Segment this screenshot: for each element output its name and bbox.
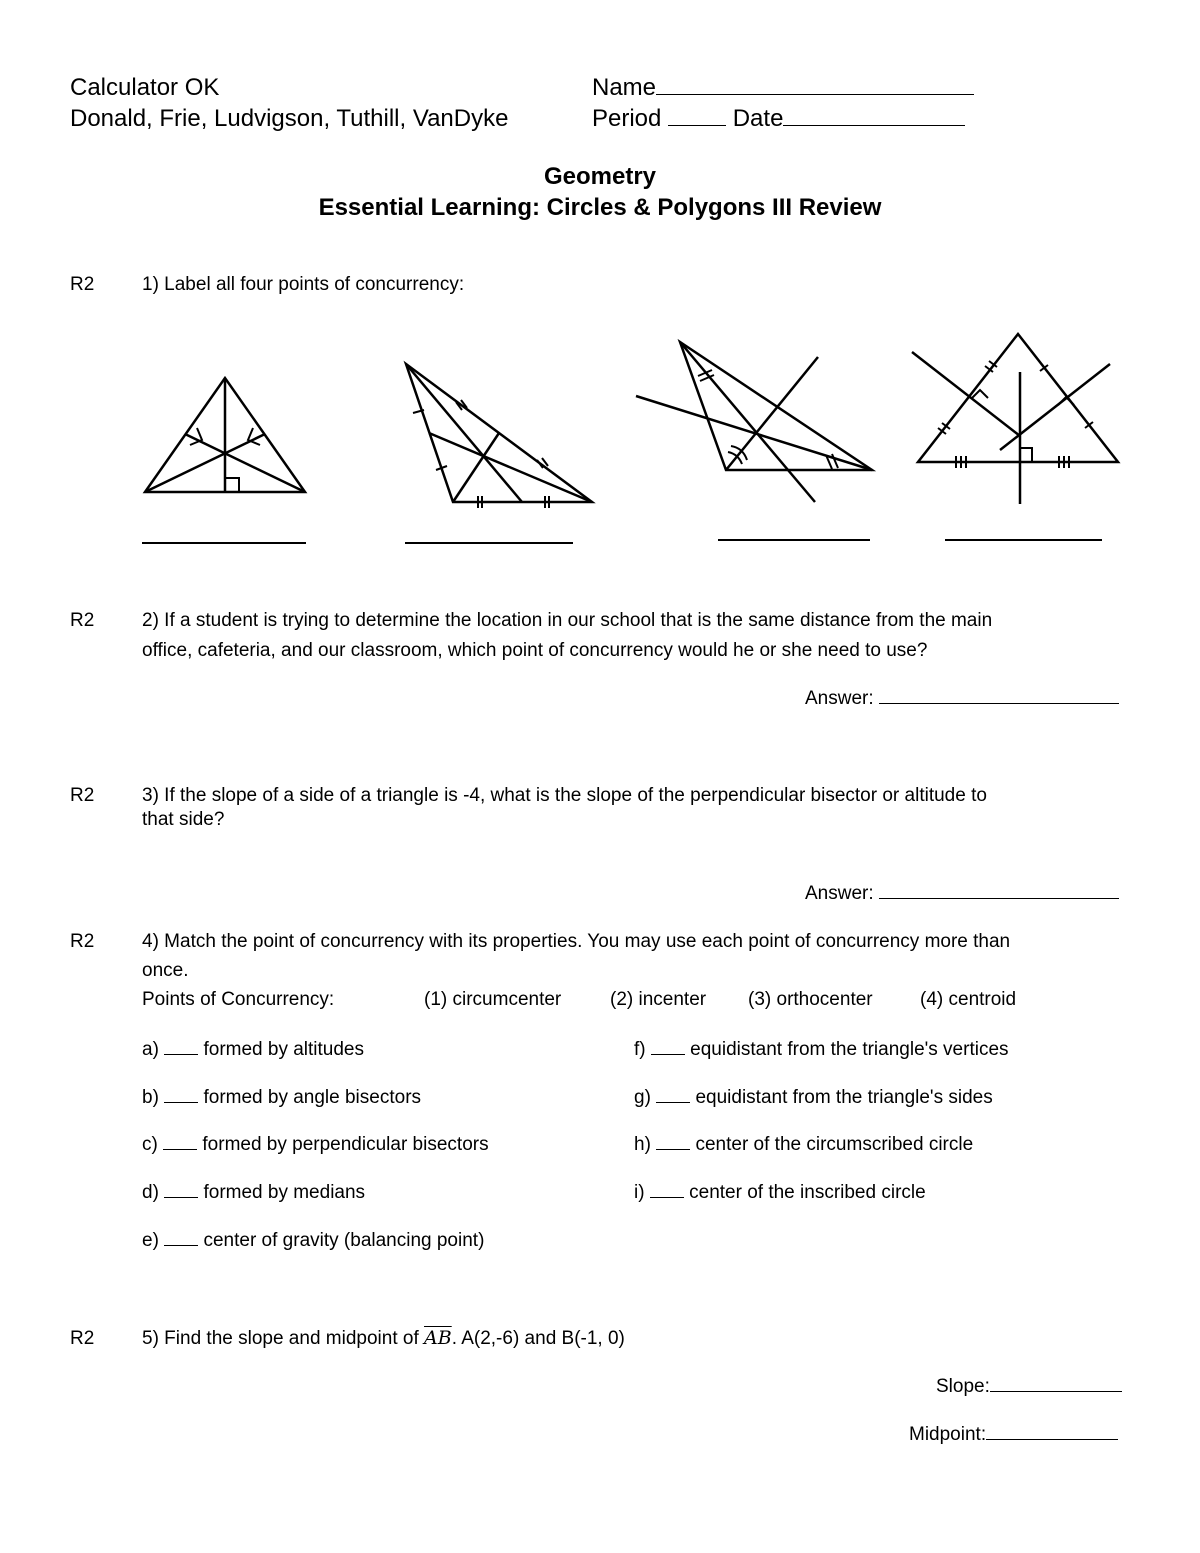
q3-line2: that side?: [142, 809, 225, 830]
item-letter: a): [142, 1039, 159, 1060]
match-blank-b[interactable]: [164, 1101, 198, 1103]
item-letter: e): [142, 1230, 159, 1251]
slope-label: Slope:: [936, 1376, 990, 1397]
q3-answer-blank[interactable]: [879, 897, 1119, 899]
figure-centroid-triangle: [406, 364, 592, 508]
q3-line1: 3) If the slope of a side of a triangle is -4, what is the slope of the perpendicular bisector or altitude to: [142, 785, 987, 806]
match-item-b: [142, 1083, 421, 1112]
item-letter: i): [634, 1182, 645, 1203]
figure-incenter-triangle: [636, 342, 872, 502]
authors: Donald, Frie, Ludvigson, Tuthill, VanDyke: [70, 105, 509, 132]
match-blank-f[interactable]: [651, 1053, 685, 1055]
q5-prefix: 5) Find the slope and midpoint of: [142, 1328, 425, 1349]
concurrency-figures: [0, 0, 1200, 560]
q3-code: R2: [70, 785, 95, 806]
item-letter: f): [634, 1039, 646, 1060]
label-blank-4[interactable]: [945, 539, 1102, 541]
item-text: equidistant from the triangle's vertices: [690, 1039, 1009, 1060]
period-label: Period: [592, 105, 662, 132]
midpoint-blank[interactable]: [986, 1438, 1118, 1440]
item-text: formed by altitudes: [203, 1039, 364, 1060]
label-blank-1[interactable]: [142, 542, 306, 544]
calculator-note: Calculator OK: [70, 74, 220, 101]
q1-code: R2: [70, 274, 95, 295]
match-blank-g[interactable]: [656, 1101, 690, 1103]
q1-text: 1) Label all four points of concurrency:: [142, 274, 465, 295]
figure-orthocenter-triangle: [145, 378, 305, 492]
midpoint-label: Midpoint:: [909, 1424, 987, 1445]
item-letter: c): [142, 1134, 158, 1155]
q2-answer-blank[interactable]: [879, 702, 1119, 704]
q4-line2: once.: [142, 960, 189, 981]
item-letter: d): [142, 1182, 159, 1203]
match-blank-d[interactable]: [164, 1196, 198, 1198]
match-blank-c[interactable]: [163, 1148, 197, 1150]
q5-text: [142, 1324, 625, 1353]
match-item-e: [142, 1226, 484, 1255]
option-centroid: (4) centroid: [920, 989, 1017, 1010]
midpoint-answer: [909, 1420, 1118, 1449]
item-text: equidistant from the triangle's sides: [695, 1087, 993, 1108]
match-item-f: [634, 1035, 1009, 1064]
q2-line2: office, cafeteria, and our classroom, which point of concurrency would he or she need to use?: [142, 640, 928, 661]
option-circumcenter: (1) circumcenter: [424, 989, 562, 1010]
item-letter: g): [634, 1087, 651, 1108]
q5-code: R2: [70, 1328, 95, 1349]
q4-code: R2: [70, 931, 95, 952]
item-text: center of the inscribed circle: [689, 1182, 926, 1203]
q2-answer-label: Answer:: [805, 688, 874, 709]
date-label: Date: [732, 105, 784, 132]
match-blank-i[interactable]: [650, 1196, 684, 1198]
match-blank-h[interactable]: [656, 1148, 690, 1150]
page-title: Essential Learning: Circles & Polygons III Review: [318, 194, 882, 221]
slope-answer: [936, 1372, 1122, 1401]
match-item-d: [142, 1178, 365, 1207]
subject-title: Geometry: [543, 163, 657, 190]
item-letter: h): [634, 1134, 651, 1155]
match-item-h: [634, 1130, 973, 1159]
label-blank-2[interactable]: [405, 542, 573, 544]
match-blank-e[interactable]: [164, 1244, 198, 1246]
q4-line1: 4) Match the point of concurrency with its properties. You may use each point of concurrency more than: [142, 931, 1011, 952]
q3-answer: [805, 879, 1119, 908]
segment-ab: $\overline{AB}$: [424, 1327, 452, 1349]
match-blank-a[interactable]: [164, 1053, 198, 1055]
q2-answer: [805, 684, 1119, 713]
slope-blank[interactable]: [990, 1390, 1122, 1392]
item-text: formed by perpendicular bisectors: [202, 1134, 489, 1155]
item-text: formed by angle bisectors: [203, 1087, 422, 1108]
q5-suffix: . A(2,-6) and B(-1, 0): [451, 1328, 625, 1349]
q2-line1: 2) If a student is trying to determine the location in our school that is the same distance from the main: [142, 610, 993, 631]
match-item-i: [634, 1178, 926, 1207]
match-item-c: [142, 1130, 489, 1159]
option-incenter: (2) incenter: [610, 989, 707, 1010]
q3-answer-label: Answer:: [805, 883, 874, 904]
figure-circumcenter-triangle: [912, 334, 1118, 504]
q2-code: R2: [70, 610, 95, 631]
q4-points-label: Points of Concurrency:: [142, 989, 335, 1010]
match-item-g: [634, 1083, 993, 1112]
label-blank-3[interactable]: [718, 539, 870, 541]
option-orthocenter: (3) orthocenter: [748, 989, 873, 1010]
item-letter: b): [142, 1087, 159, 1108]
match-item-a: [142, 1035, 364, 1064]
item-text: center of the circumscribed circle: [695, 1134, 974, 1155]
item-text: center of gravity (balancing point): [203, 1230, 485, 1251]
item-text: formed by medians: [203, 1182, 366, 1203]
name-label: Name: [592, 74, 657, 101]
